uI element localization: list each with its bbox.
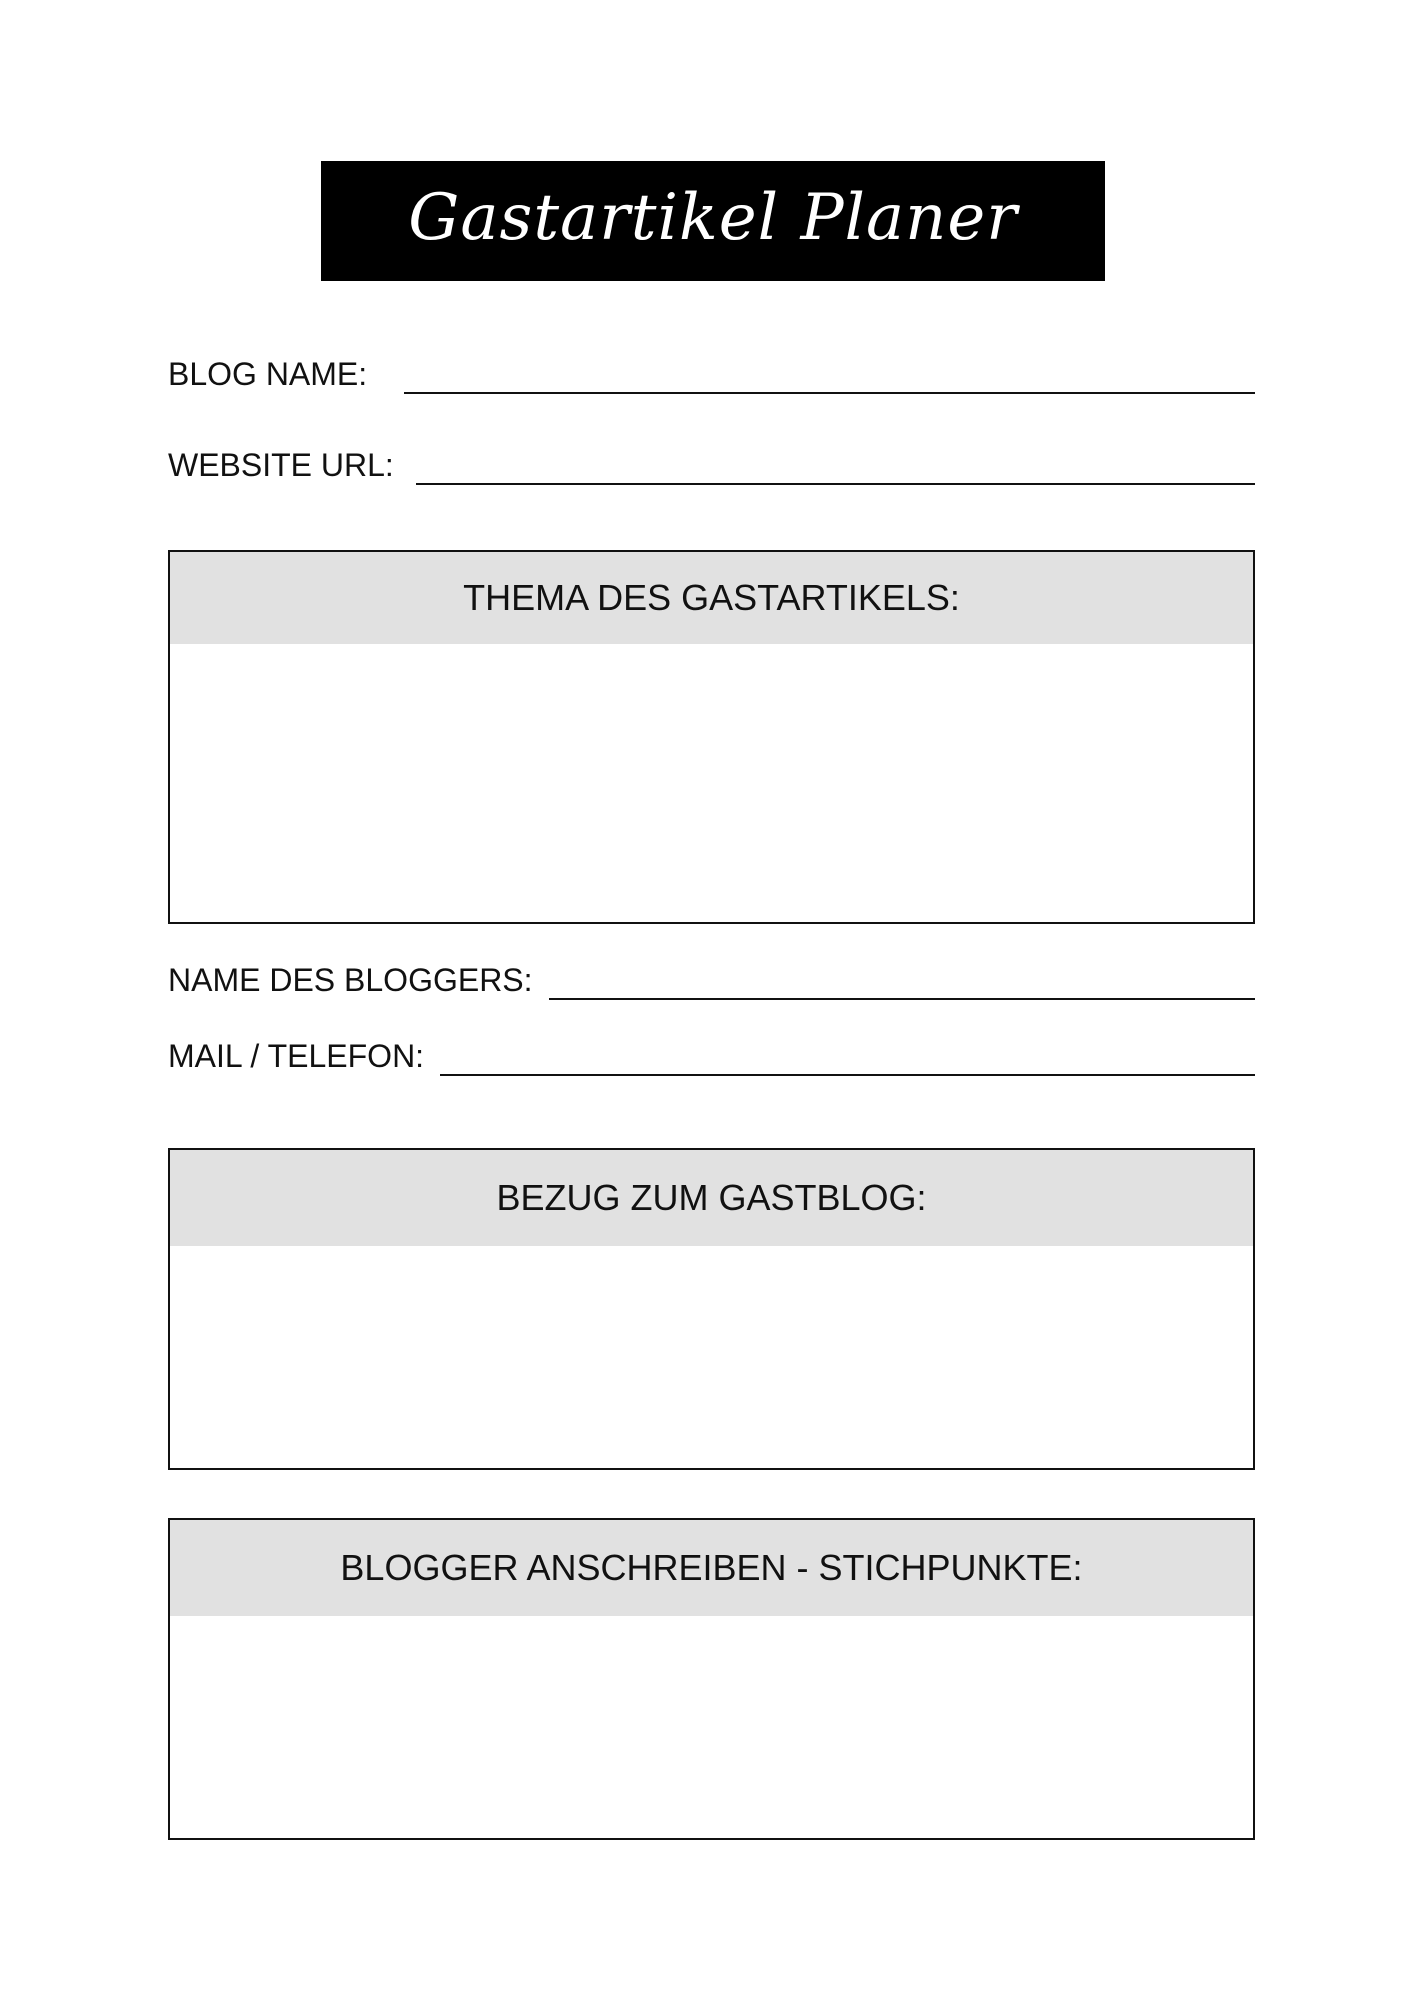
mail-phone-line[interactable]	[440, 1074, 1255, 1076]
anschreiben-section	[168, 1518, 1255, 1840]
blogger-name-line[interactable]	[549, 998, 1255, 1000]
anschreiben-section-header	[170, 1520, 1253, 1616]
mail-phone-row	[168, 1036, 1255, 1076]
thema-section-header	[170, 552, 1253, 644]
blog-name-row	[168, 354, 1255, 394]
bezug-section-title: BEZUG ZUM GASTBLOG:	[496, 1177, 927, 1218]
thema-section	[168, 550, 1255, 924]
thema-section-title: THEMA DES GASTARTIKELS:	[463, 577, 960, 618]
blog-name-line[interactable]	[404, 392, 1255, 394]
website-url-row	[168, 445, 1255, 485]
bezug-section	[168, 1148, 1255, 1470]
blogger-name-label: NAME DES BLOGGERS:	[168, 962, 533, 998]
blog-name-label: BLOG NAME:	[168, 356, 368, 392]
bezug-section-body[interactable]	[170, 1246, 1253, 1468]
anschreiben-section-title: BLOGGER ANSCHREIBEN - STICHPUNKTE:	[340, 1547, 1083, 1588]
website-url-label: WEBSITE URL:	[168, 447, 394, 483]
mail-phone-label: MAIL / TELEFON:	[168, 1038, 425, 1074]
website-url-line[interactable]	[416, 483, 1255, 485]
anschreiben-section-body[interactable]	[170, 1616, 1253, 1838]
blogger-name-row	[168, 960, 1255, 1000]
page-title: Gastartikel Planer	[408, 181, 1018, 255]
bezug-section-header	[170, 1150, 1253, 1246]
title-banner	[321, 161, 1105, 281]
thema-section-body[interactable]	[170, 644, 1253, 920]
